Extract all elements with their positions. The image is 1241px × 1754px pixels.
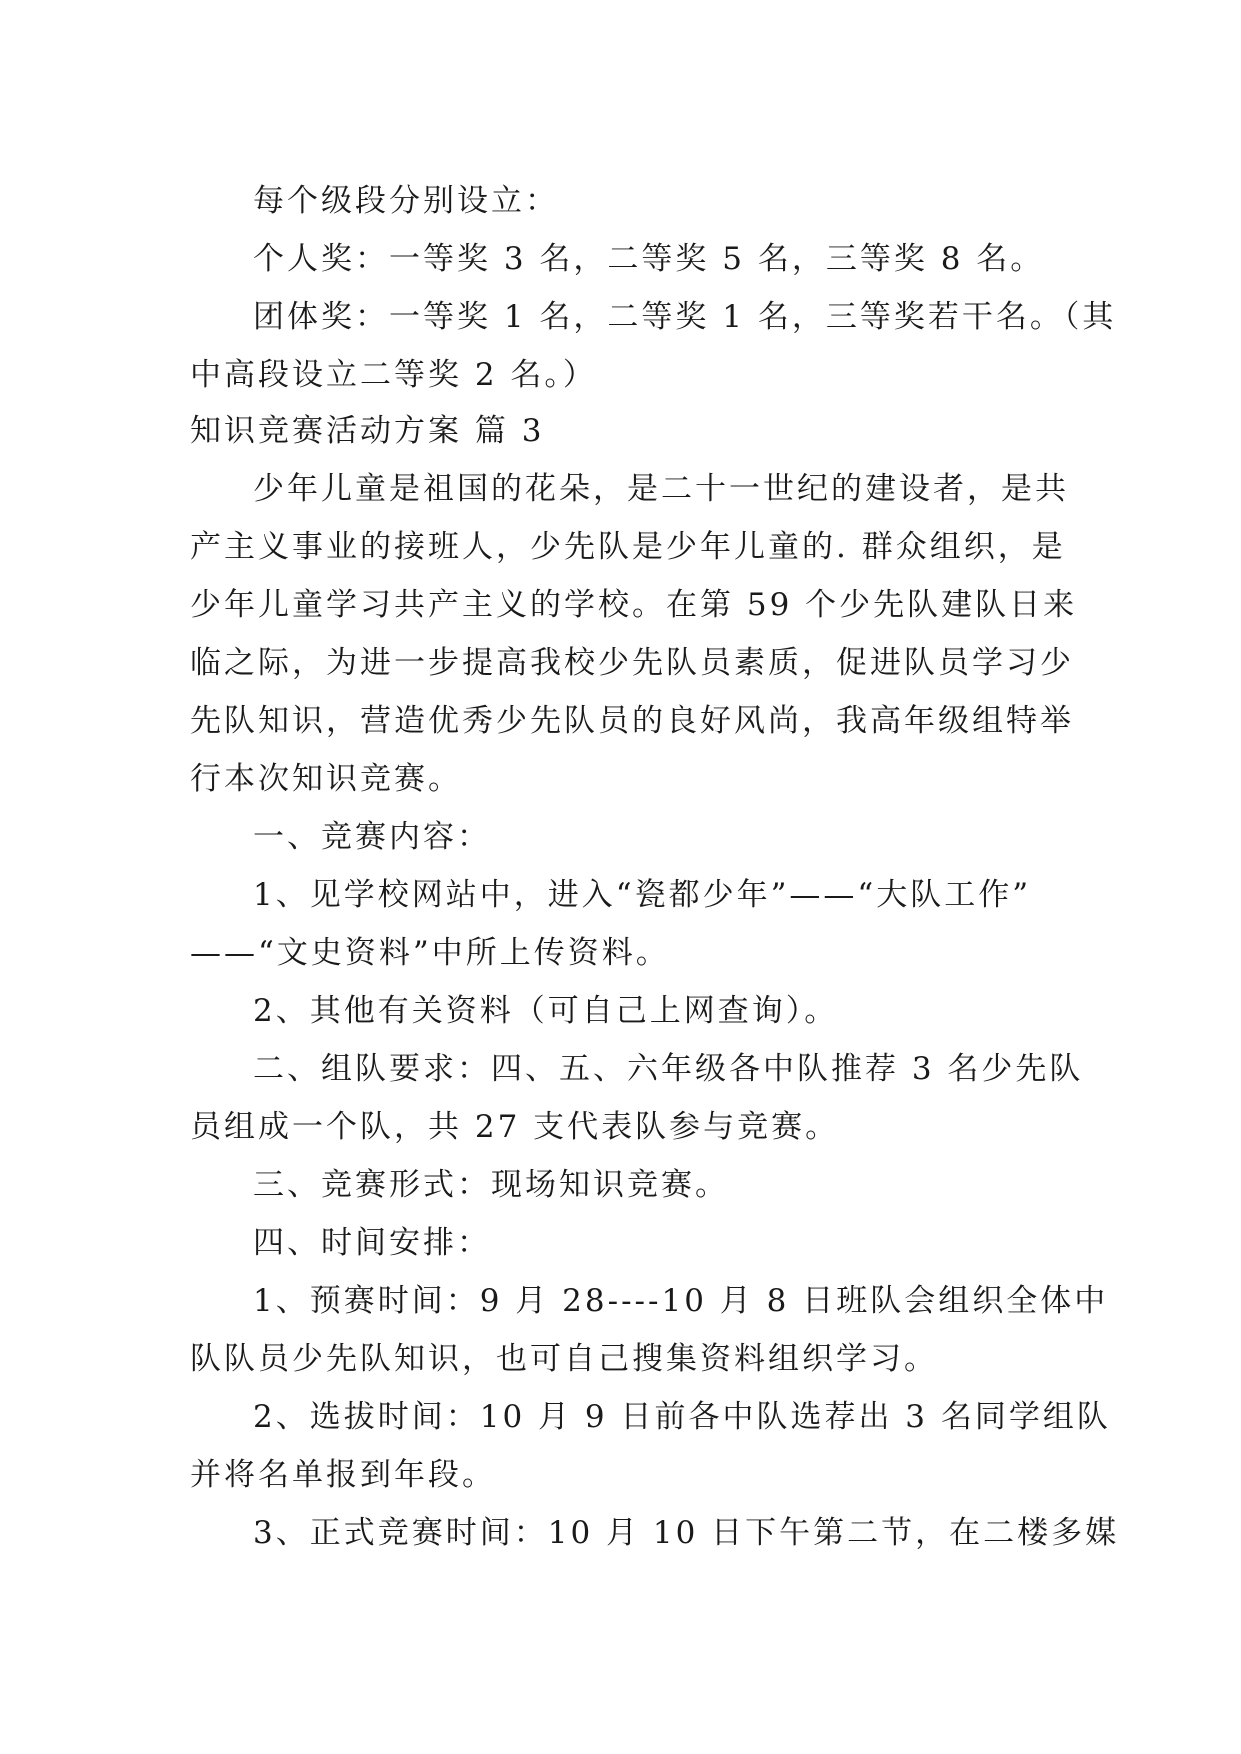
paragraph-line: 2、选拔时间：10 月 9 日前各中队选荐出 3 名同学组队 bbox=[253, 1399, 1111, 1435]
paragraph-line: 员组成一个队，共 27 支代表队参与竞赛。 bbox=[190, 1109, 840, 1145]
paragraph-line: ——“文史资料”中所上传资料。 bbox=[190, 935, 670, 971]
paragraph-line: 团体奖：一等奖 1 名，二等奖 1 名，三等奖若干名。（其 bbox=[253, 299, 1117, 335]
paragraph-line: 二、组队要求：四、五、六年级各中队推荐 3 名少先队 bbox=[253, 1051, 1084, 1087]
paragraph-line: 产主义事业的接班人，少先队是少年儿童的. 群众组织，是 bbox=[190, 529, 1066, 565]
paragraph-line: 临之际，为进一步提高我校少先队员素质，促进队员学习少 bbox=[190, 645, 1074, 681]
paragraph-line: 一、竞赛内容： bbox=[253, 819, 491, 855]
paragraph-line: 中高段设立二等奖 2 名。） bbox=[190, 357, 597, 393]
paragraph-line: 四、时间安排： bbox=[253, 1225, 491, 1261]
paragraph-line: 1、见学校网站中，进入“瓷都少年”——“大队工作” bbox=[253, 877, 1032, 913]
paragraph-line: 2、其他有关资料（可自己上网查询）。 bbox=[253, 993, 839, 1029]
paragraph-line: 先队知识，营造优秀少先队员的良好风尚，我高年级组特举 bbox=[190, 703, 1074, 739]
section-heading: 知识竞赛活动方案 篇 3 bbox=[190, 413, 545, 449]
paragraph-line: 少年儿童是祖国的花朵，是二十一世纪的建设者，是共 bbox=[253, 471, 1069, 507]
paragraph-line: 行本次知识竞赛。 bbox=[190, 761, 462, 797]
paragraph-line: 1、预赛时间：9 月 28----10 月 8 日班队会组织全体中 bbox=[253, 1283, 1109, 1319]
paragraph-line: 3、正式竞赛时间：10 月 10 日下午第二节，在二楼多媒 bbox=[253, 1515, 1120, 1551]
paragraph-line: 并将名单报到年段。 bbox=[190, 1457, 496, 1493]
paragraph-line: 队队员少先队知识，也可自己搜集资料组织学习。 bbox=[190, 1341, 938, 1377]
paragraph-line: 个人奖：一等奖 3 名，二等奖 5 名，三等奖 8 名。 bbox=[253, 241, 1045, 277]
paragraph-line: 少年儿童学习共产主义的学校。在第 59 个少先队建队日来 bbox=[190, 587, 1078, 623]
paragraph-line: 三、竞赛形式：现场知识竞赛。 bbox=[253, 1167, 729, 1203]
paragraph-line: 每个级段分别设立： bbox=[253, 183, 559, 219]
